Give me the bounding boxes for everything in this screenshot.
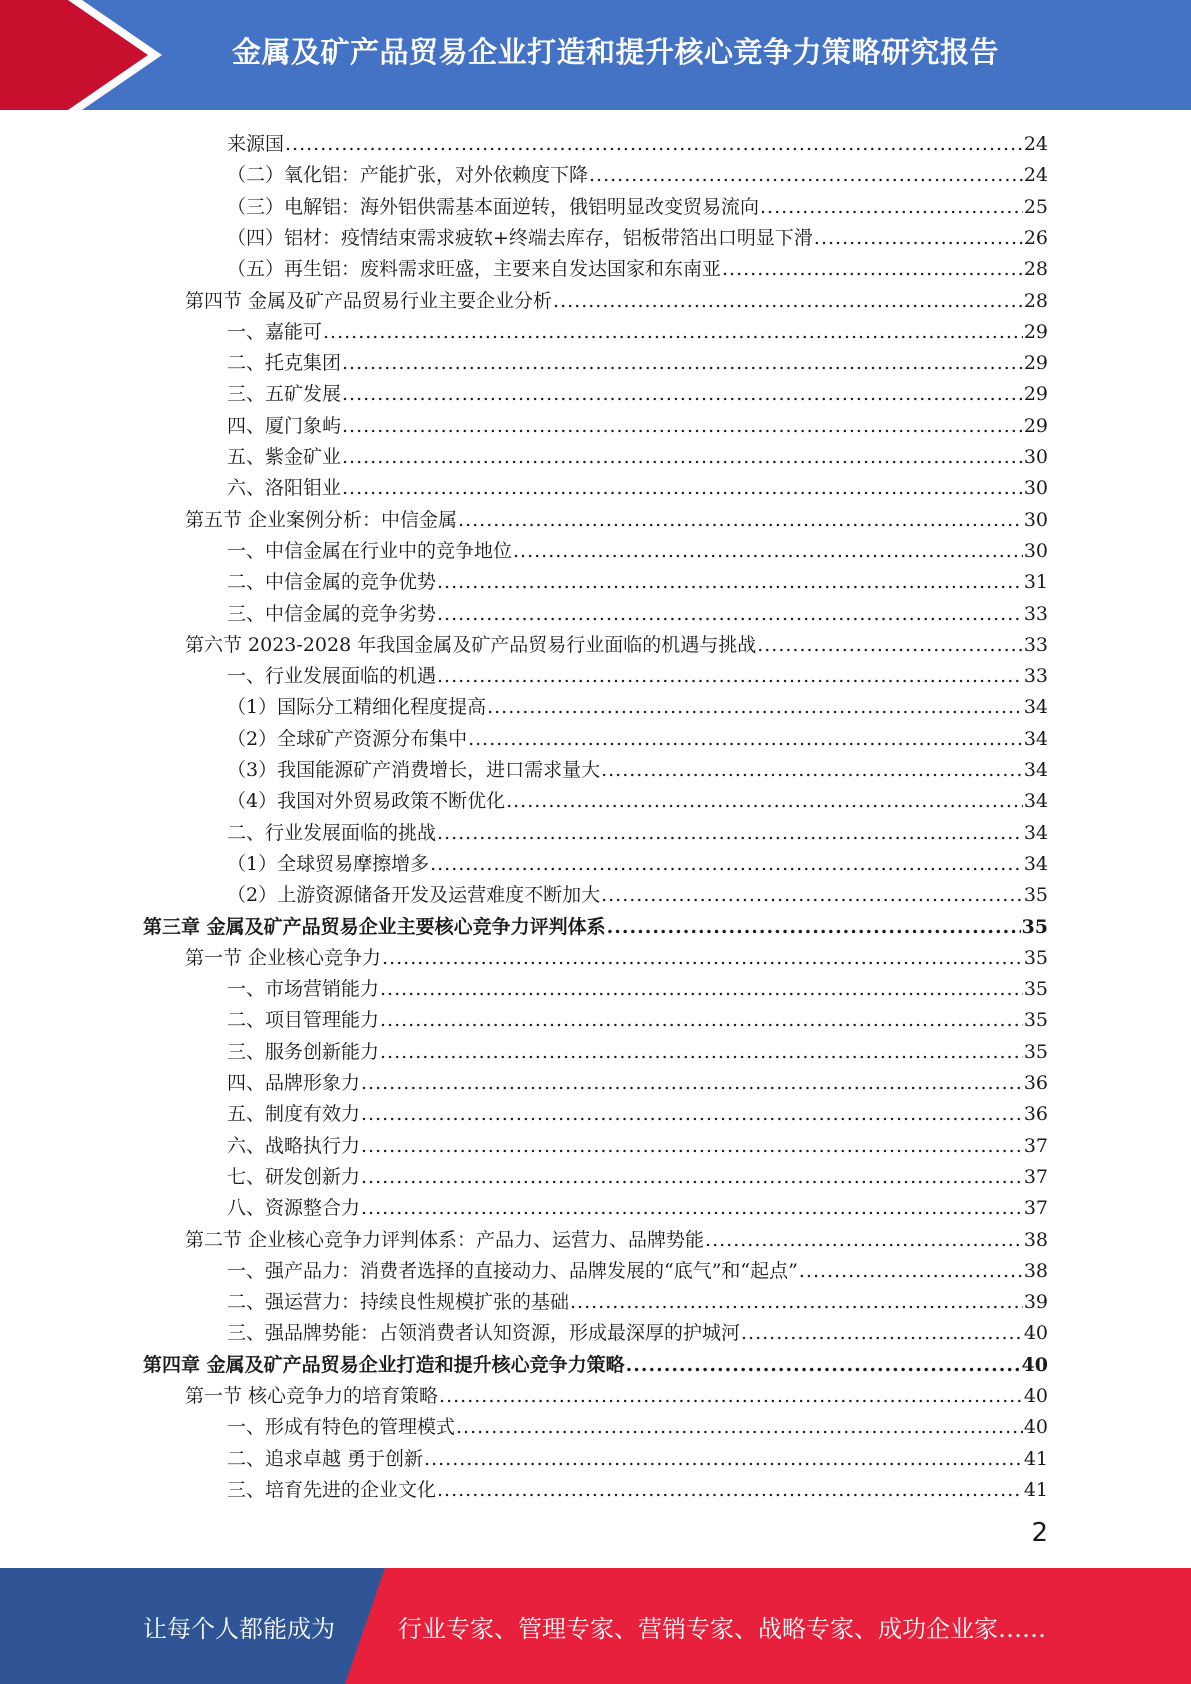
toc-subsection-entry[interactable]	[227, 1162, 1048, 1193]
toc-dot-leader	[437, 599, 1023, 630]
toc-entry-title: 二、中信金属的竞争优势	[227, 571, 437, 593]
toc-dot-leader	[570, 1287, 1023, 1318]
toc-entry-page: 31	[1023, 571, 1048, 593]
toc-dot-leader	[361, 1162, 1023, 1193]
toc-dot-leader	[342, 348, 1023, 379]
footer-slogan-right: 行业专家、管理专家、营销专家、战略专家、成功企业家……	[398, 1614, 1046, 1643]
toc-subsection-entry[interactable]	[227, 1193, 1048, 1224]
toc-subsection-entry[interactable]	[227, 536, 1048, 567]
toc-entry-title: （四）铝材：疫情结束需求疲软+终端去库存，铝板带箔出口明显下滑	[227, 227, 813, 249]
toc-subsection-entry[interactable]	[227, 849, 1048, 880]
toc-entry-title: 第三章 金属及矿产品贸易企业主要核心竞争力评判体系	[143, 916, 606, 938]
toc-entry-page: 40	[1023, 1322, 1048, 1344]
toc-entry-title: 一、强产品力：消费者选择的直接动力、品牌发展的“底气”和“起点”	[227, 1260, 798, 1282]
toc-entry-title: 第四章 金属及矿产品贸易企业打造和提升核心竞争力策略	[143, 1354, 625, 1376]
toc-subsection-entry[interactable]	[227, 786, 1048, 817]
toc-dot-leader	[361, 1131, 1023, 1162]
toc-entry-title: （三）电解铝：海外铝供需基本面逆转，俄铝明显改变贸易流向	[227, 196, 760, 218]
page-header	[0, 0, 1191, 110]
toc-dot-leader	[626, 1350, 1021, 1381]
toc-entry-page: 34	[1023, 822, 1048, 844]
toc-entry-page: 38	[1023, 1260, 1048, 1282]
toc-dot-leader	[437, 818, 1023, 849]
toc-dot-leader	[506, 786, 1023, 817]
toc-entry-page: 34	[1023, 790, 1048, 812]
toc-dot-leader	[456, 1412, 1023, 1443]
toc-entry-page: 24	[1023, 164, 1048, 186]
toc-subsection-entry[interactable]	[227, 880, 1048, 911]
toc-subsection-entry[interactable]	[227, 473, 1048, 504]
toc-dot-leader	[458, 505, 1023, 536]
toc-subsection-entry[interactable]	[227, 1475, 1048, 1506]
toc-entry-title: （2）上游资源储备开发及运营难度不断加大	[227, 884, 601, 906]
toc-dot-leader	[705, 1225, 1023, 1256]
toc-entry-title: （五）再生铝：废料需求旺盛，主要来自发达国家和东南亚	[227, 258, 722, 280]
toc-subsection-entry[interactable]	[227, 411, 1048, 442]
toc-subsection-entry[interactable]	[227, 192, 1048, 223]
toc-entry-title: 一、中信金属在行业中的竞争地位	[227, 540, 513, 562]
toc-entry-title: 六、战略执行力	[227, 1135, 361, 1157]
toc-chapter-entry[interactable]	[143, 912, 1048, 943]
toc-entry-page: 41	[1023, 1479, 1048, 1501]
toc-entry-page: 33	[1023, 634, 1048, 656]
toc-entry-title: （1）国际分工精细化程度提高	[227, 696, 487, 718]
toc-entry-title: 一、行业发展面临的机遇	[227, 665, 437, 687]
toc-subsection-entry[interactable]	[227, 661, 1048, 692]
toc-entry-title: 第一节 企业核心竞争力	[185, 947, 382, 969]
page-footer	[0, 1568, 1191, 1684]
toc-subsection-entry[interactable]	[227, 223, 1048, 254]
toc-entry-title: 三、中信金属的竞争劣势	[227, 603, 437, 625]
toc-subsection-entry[interactable]	[227, 567, 1048, 598]
toc-entry-title: 三、服务创新能力	[227, 1041, 380, 1063]
toc-entry-page: 37	[1023, 1197, 1048, 1219]
toc-entry-page: 30	[1023, 446, 1048, 468]
toc-entry-title: 二、行业发展面临的挑战	[227, 822, 437, 844]
toc-dot-leader	[437, 1475, 1023, 1506]
toc-dot-leader	[342, 411, 1023, 442]
toc-subsection-entry[interactable]	[227, 379, 1048, 410]
toc-entry-title: 第五节 企业案例分析：中信金属	[185, 509, 458, 531]
toc-dot-leader	[799, 1256, 1023, 1287]
toc-dot-leader	[513, 536, 1023, 567]
toc-entry-page: 41	[1023, 1448, 1048, 1470]
toc-subsection-entry[interactable]	[227, 1131, 1048, 1162]
toc-entry-title: 二、追求卓越 勇于创新	[227, 1448, 424, 1470]
toc-entry-page: 35	[1023, 978, 1048, 1000]
toc-subsection-entry[interactable]	[227, 160, 1048, 191]
toc-entry-page: 33	[1023, 603, 1048, 625]
toc-dot-leader	[814, 223, 1023, 254]
toc-entry-page: 30	[1023, 477, 1048, 499]
toc-entry-title: 第六节 2023-2028 年我国金属及矿产品贸易行业面临的机遇与挑战	[185, 634, 757, 656]
toc-entry-page: 34	[1023, 853, 1048, 875]
toc-dot-leader	[380, 1005, 1023, 1036]
toc-entry-page: 37	[1023, 1135, 1048, 1157]
toc-dot-leader	[285, 129, 1023, 160]
toc-entry-page: 28	[1023, 258, 1048, 280]
toc-entry-title: 三、五矿发展	[227, 383, 342, 405]
toc-entry-page: 40	[1023, 1385, 1048, 1407]
toc-entry-page: 34	[1023, 728, 1048, 750]
toc-subsection-entry[interactable]	[227, 599, 1048, 630]
toc-entry-page: 24	[1023, 133, 1048, 155]
toc-dot-leader	[553, 286, 1023, 317]
toc-entry-title: 五、紫金矿业	[227, 446, 342, 468]
toc-section-entry[interactable]	[185, 943, 1048, 974]
toc-entry-page: 35	[1023, 1041, 1048, 1063]
toc-entry-title: 第一节 核心竞争力的培育策略	[185, 1385, 439, 1407]
toc-entry-page: 26	[1023, 227, 1048, 249]
toc-subsection-entry[interactable]	[227, 1287, 1048, 1318]
toc-entry-title: 七、研发创新力	[227, 1166, 361, 1188]
footer-slogan-left: 让每个人都能成为	[143, 1614, 335, 1643]
toc-entry-page: 34	[1023, 696, 1048, 718]
toc-entry-title: （1）全球贸易摩擦增多	[227, 853, 430, 875]
toc-dot-leader	[342, 379, 1023, 410]
toc-entry-title: 二、强运营力：持续良性规模扩张的基础	[227, 1291, 570, 1313]
toc-dot-leader	[430, 849, 1023, 880]
toc-entry-page: 35	[1021, 916, 1048, 938]
toc-dot-leader	[741, 1318, 1023, 1349]
toc-section-entry[interactable]	[185, 505, 1048, 536]
toc-subsection-entry[interactable]	[227, 1444, 1048, 1475]
toc-entry-page: 40	[1021, 1354, 1048, 1376]
toc-entry-title: 六、洛阳钼业	[227, 477, 342, 499]
toc-subsection-entry[interactable]	[227, 755, 1048, 786]
toc-entry-page: 36	[1023, 1103, 1048, 1125]
toc-entry-title: 一、嘉能可	[227, 321, 323, 343]
toc-dot-leader	[468, 724, 1023, 755]
toc-entry-title: （2）全球矿产资源分布集中	[227, 728, 468, 750]
toc-subsection-entry[interactable]	[227, 1412, 1048, 1443]
toc-dot-leader	[361, 1068, 1023, 1099]
toc-subsection-entry[interactable]	[227, 1099, 1048, 1130]
toc-entry-title: （二）氧化铝：产能扩张，对外依赖度下降	[227, 164, 589, 186]
toc-dot-leader	[722, 254, 1023, 285]
toc-entry-page: 34	[1023, 759, 1048, 781]
toc-entry-page: 38	[1023, 1229, 1048, 1251]
toc-entry-page: 30	[1023, 509, 1048, 531]
toc-dot-leader	[424, 1444, 1023, 1475]
toc-entry-page: 25	[1023, 196, 1048, 218]
toc-subsection-entry[interactable]	[227, 724, 1048, 755]
toc-entry-page: 36	[1023, 1072, 1048, 1094]
toc-dot-leader	[342, 442, 1023, 473]
toc-subsection-entry[interactable]	[227, 1005, 1048, 1036]
toc-entry-title: 第四节 金属及矿产品贸易行业主要企业分析	[185, 290, 553, 312]
toc-dot-leader	[323, 317, 1023, 348]
toc-entry-title: 五、制度有效力	[227, 1103, 361, 1125]
toc-subsection-entry[interactable]	[227, 317, 1048, 348]
toc-subsection-entry[interactable]	[227, 348, 1048, 379]
page-number: 2	[1031, 1518, 1048, 1548]
toc-subsection-entry[interactable]	[227, 1256, 1048, 1287]
toc-entry-title: 一、市场营销能力	[227, 978, 380, 1000]
toc-entry-title: 四、品牌形象力	[227, 1072, 361, 1094]
toc-subsection-entry[interactable]	[227, 254, 1048, 285]
toc-entry-page: 35	[1023, 947, 1048, 969]
toc-entry-title: 八、资源整合力	[227, 1197, 361, 1219]
toc-entry-title: （4）我国对外贸易政策不断优化	[227, 790, 506, 812]
toc-entry-page: 29	[1023, 415, 1048, 437]
toc-dot-leader	[487, 692, 1023, 723]
toc-subsection-entry[interactable]	[227, 1037, 1048, 1068]
toc-entry-page: 37	[1023, 1166, 1048, 1188]
toc-entry-page: 33	[1023, 665, 1048, 687]
toc-entry-title: 三、强品牌势能：占领消费者认知资源，形成最深厚的护城河	[227, 1322, 741, 1344]
toc-dot-leader	[439, 1381, 1023, 1412]
toc-entry-page: 29	[1023, 352, 1048, 374]
toc-dot-leader	[361, 1099, 1023, 1130]
toc-entry-page: 35	[1023, 1009, 1048, 1031]
toc-subsection-entry[interactable]	[227, 974, 1048, 1005]
toc-dot-leader	[607, 912, 1021, 943]
toc-entry-title: 三、培育先进的企业文化	[227, 1479, 437, 1501]
toc-dot-leader	[757, 630, 1023, 661]
toc-dot-leader	[380, 1037, 1023, 1068]
toc-entry-page: 35	[1023, 884, 1048, 906]
toc-entry-title: 四、厦门象屿	[227, 415, 342, 437]
toc-entry-page: 40	[1023, 1416, 1048, 1438]
report-title: 金属及矿产品贸易企业打造和提升核心竞争力策略研究报告	[231, 34, 999, 69]
toc-dot-leader	[380, 974, 1023, 1005]
toc-entry-title: 一、形成有特色的管理模式	[227, 1416, 456, 1438]
toc-entry-title: 第二节 企业核心竞争力评判体系：产品力、运营力、品牌势能	[185, 1229, 705, 1251]
toc-dot-leader	[361, 1193, 1023, 1224]
toc-section-entry[interactable]	[185, 286, 1048, 317]
toc-section-entry[interactable]	[185, 630, 1048, 661]
toc-entry-title: 二、托克集团	[227, 352, 342, 374]
toc-dot-leader	[589, 160, 1023, 191]
toc-dot-leader	[601, 755, 1023, 786]
toc-subsection-entry[interactable]	[227, 1068, 1048, 1099]
toc-entry-page: 29	[1023, 383, 1048, 405]
toc-subsection-entry[interactable]	[227, 818, 1048, 849]
toc-dot-leader	[437, 661, 1023, 692]
toc-subsection-entry[interactable]	[227, 442, 1048, 473]
toc-entry-page: 30	[1023, 540, 1048, 562]
toc-entry-title: 来源国	[227, 133, 285, 155]
toc-dot-leader	[760, 192, 1023, 223]
toc-subsection-entry[interactable]	[227, 1318, 1048, 1349]
toc-section-entry[interactable]	[185, 1225, 1048, 1256]
toc-dot-leader	[601, 880, 1023, 911]
toc-dot-leader	[437, 567, 1023, 598]
toc-section-entry[interactable]	[185, 1381, 1048, 1412]
toc-entry-title: 二、项目管理能力	[227, 1009, 380, 1031]
toc-entry-page: 29	[1023, 321, 1048, 343]
toc-dot-leader	[382, 943, 1023, 974]
toc-subsection-entry[interactable]	[227, 692, 1048, 723]
toc-entry-title: （3）我国能源矿产消费增长，进口需求量大	[227, 759, 601, 781]
toc-chapter-entry[interactable]	[143, 1350, 1048, 1381]
toc-entry-page: 28	[1023, 290, 1048, 312]
toc-dot-leader	[342, 473, 1023, 504]
toc-subsection-entry[interactable]	[227, 129, 1048, 160]
toc-entry-page: 39	[1023, 1291, 1048, 1313]
